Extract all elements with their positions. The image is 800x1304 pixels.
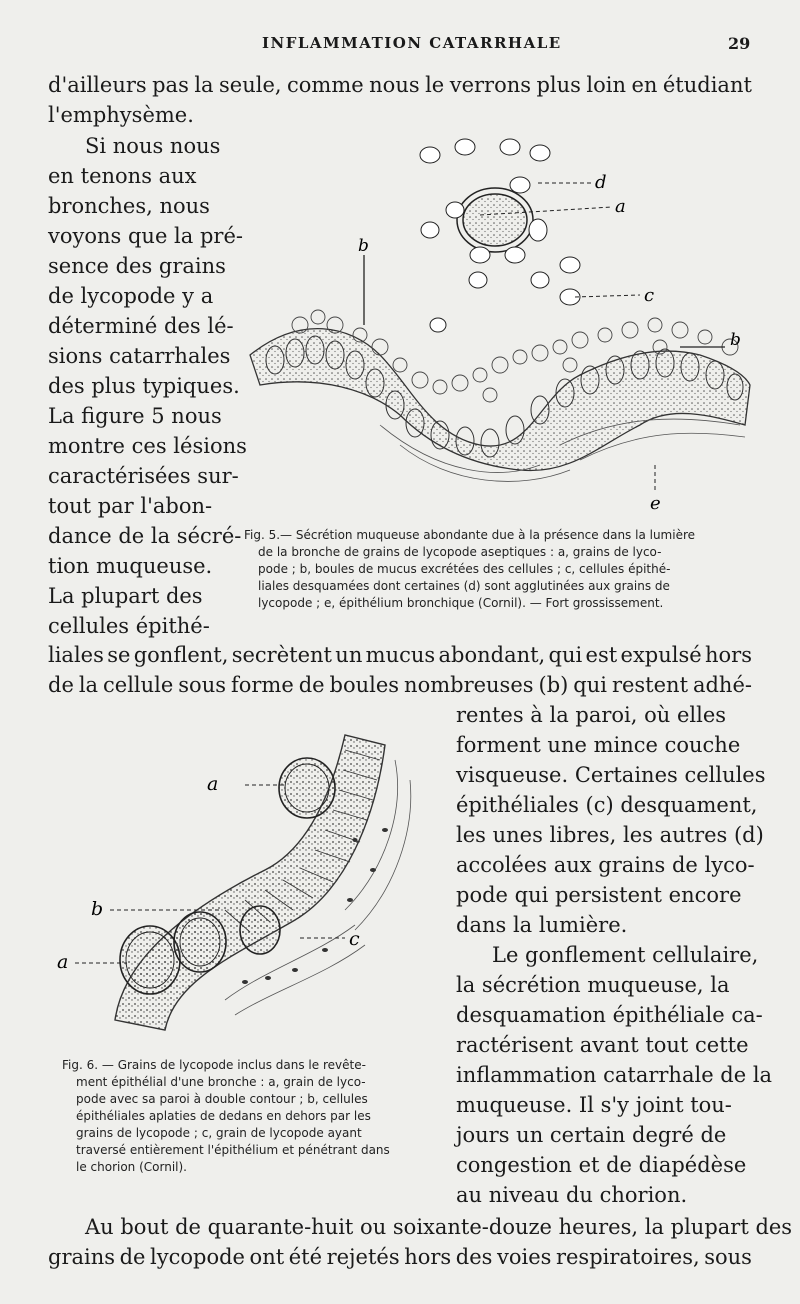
word: gonflent, [133, 643, 229, 667]
body-line [48, 70, 752, 100]
caption-line: le chorion (Cornil). [76, 1160, 187, 1174]
word: grains [48, 1245, 116, 1269]
label-a: a [615, 196, 626, 217]
caption-line: pode ; b, boules de mucus excrétées des cellules ; c, cellules épithé- [258, 562, 671, 576]
word: verrons [449, 73, 532, 97]
word: nous [369, 73, 420, 97]
word: seule, [219, 73, 282, 97]
word: plus [536, 73, 581, 97]
body-line [48, 1242, 752, 1272]
body-line: montre ces lésions [48, 434, 247, 458]
body-line: forment une mince couche [456, 733, 741, 757]
word: la [194, 73, 214, 97]
label-c: c [644, 285, 655, 306]
word: liales [48, 643, 104, 667]
body-line: Le gonflement cellulaire, [492, 943, 759, 967]
word: de [298, 673, 325, 697]
word: cellule [103, 673, 174, 697]
body-line: voyons que la pré- [48, 224, 243, 248]
word: est [585, 643, 618, 667]
word: pas [152, 73, 189, 97]
label-b-right: b [730, 330, 741, 350]
body-line: Au bout de quarante-huit ou soixante-douze heures, la plupart des [85, 1215, 793, 1239]
epithelium-band [250, 329, 750, 471]
body-line: tion muqueuse. [48, 554, 213, 578]
word: boules [329, 673, 400, 697]
caption-line: Fig. 5.— Sécrétion muqueuse abondante due à la présence dans la lumière [244, 528, 696, 542]
caption-line: lycopode ; e, épithélium bronchique (Cornil). — Fort grossissement. [258, 596, 664, 610]
body-line: épithéliales (c) desquament, [456, 793, 758, 817]
body-line: cellules épithé- [48, 614, 210, 638]
body-line [48, 670, 752, 700]
word: qui [548, 643, 583, 667]
body-line: dance de la sécré- [48, 524, 242, 548]
caption-line: traversé entièrement l'épithélium et pénétrant dans [76, 1143, 390, 1157]
label-b-left: b [358, 236, 369, 256]
word: mucus [365, 643, 436, 667]
label-b: b [91, 898, 104, 920]
word: expulsé [620, 643, 702, 667]
body-line: tout par l'abon- [48, 494, 213, 518]
figure-5-drawing [240, 125, 760, 515]
body-line: visqueuse. Certaines cellules [456, 763, 766, 787]
body-line: congestion et de diapédèse [456, 1153, 747, 1177]
figure-5-illustration [240, 125, 760, 515]
word: la [78, 673, 99, 697]
caption-line: grains de lycopode ; c, grain de lycopode ayant [76, 1126, 362, 1140]
word: respiratoires, [555, 1245, 700, 1269]
word: en [631, 73, 658, 97]
body-line: l'emphysème. [48, 103, 194, 127]
word: restent [611, 673, 689, 697]
body-line: de lycopode y a [48, 284, 214, 308]
body-line: la sécrétion muqueuse, la [456, 973, 730, 997]
word: rejetés [326, 1245, 400, 1269]
word: forme [230, 673, 294, 697]
word: étudiant [662, 73, 752, 97]
caption-line: de la bronche de grains de lycopode aseptiques : a, grains de lyco- [258, 545, 662, 559]
word: se [107, 643, 131, 667]
body-line: Si nous nous [85, 134, 221, 158]
word: hors [404, 1245, 452, 1269]
body-line: desquamation épithéliale ca- [456, 1003, 763, 1027]
word: lycopode [150, 1245, 245, 1269]
word: loin [586, 73, 627, 97]
figure-6-illustration [55, 720, 440, 1040]
body-line: au niveau du chorion. [456, 1183, 688, 1207]
body-line: accolées aux grains de lyco- [456, 853, 755, 877]
word: secrètent [231, 643, 332, 667]
body-line: sions catarrhales [48, 344, 231, 368]
body-line: rentes à la paroi, où elles [456, 703, 727, 727]
word: le [425, 73, 445, 97]
label-d: d [595, 172, 607, 193]
running-head [0, 34, 800, 56]
word: de [119, 1245, 146, 1269]
word: ont [249, 1245, 285, 1269]
caption-line: ment épithélial d'une bronche : a, grain de lyco- [76, 1075, 366, 1089]
body-line: pode qui persistent encore [456, 883, 742, 907]
word: hors [705, 643, 752, 667]
body-line: les unes libres, les autres (d) [456, 823, 764, 847]
word: adhé- [692, 673, 752, 697]
word: sous [178, 673, 227, 697]
body-line: jours un certain degré de [456, 1123, 727, 1147]
word: des [455, 1245, 493, 1269]
body-line: sence des grains [48, 254, 226, 278]
body-line: déterminé des lé- [48, 314, 234, 338]
running-title: INFLAMMATION CATARRHALE [262, 34, 562, 52]
body-line: en tenons aux [48, 164, 197, 188]
word: qui [573, 673, 607, 697]
body-line: La figure 5 nous [48, 404, 222, 428]
body-line: bronches, nous [48, 194, 210, 218]
label-a-left: a [57, 951, 69, 973]
page-number: 29 [728, 34, 751, 53]
caption-line: liales desquamées dont certaines (d) sont agglutinées aux grains de [258, 579, 670, 593]
body-line: inflammation catarrhale de la [456, 1063, 773, 1087]
word: abondant, [438, 643, 546, 667]
caption-line: épithéliales aplaties de dedans en dehors par les [76, 1109, 371, 1123]
word: un [335, 643, 363, 667]
word: de [48, 673, 74, 697]
body-line: La plupart des [48, 584, 203, 608]
word: d'ailleurs [48, 73, 147, 97]
body-line [48, 640, 752, 670]
figure-6-drawing [55, 720, 440, 1040]
label-a-top: a [207, 773, 219, 795]
word: (b) [538, 673, 569, 697]
label-c: c [349, 928, 360, 950]
label-e: e [650, 493, 661, 514]
caption-line: pode avec sa paroi à double contour ; b, cellules [76, 1092, 368, 1106]
lycopode-grain [457, 188, 533, 252]
body-line: dans la lumière. [456, 913, 628, 937]
body-line: caractérisées sur- [48, 464, 239, 488]
word: comme [287, 73, 364, 97]
word: nombreuses [404, 673, 534, 697]
body-line: des plus typiques. [48, 374, 240, 398]
body-line: ractérisent avant tout cette [456, 1033, 749, 1057]
word: voies [496, 1245, 552, 1269]
caption-line: Fig. 6. — Grains de lycopode inclus dans le revête- [62, 1058, 366, 1072]
word: été [288, 1245, 323, 1269]
word: sous [704, 1245, 752, 1269]
body-line: muqueuse. Il s'y joint tou- [456, 1093, 732, 1117]
